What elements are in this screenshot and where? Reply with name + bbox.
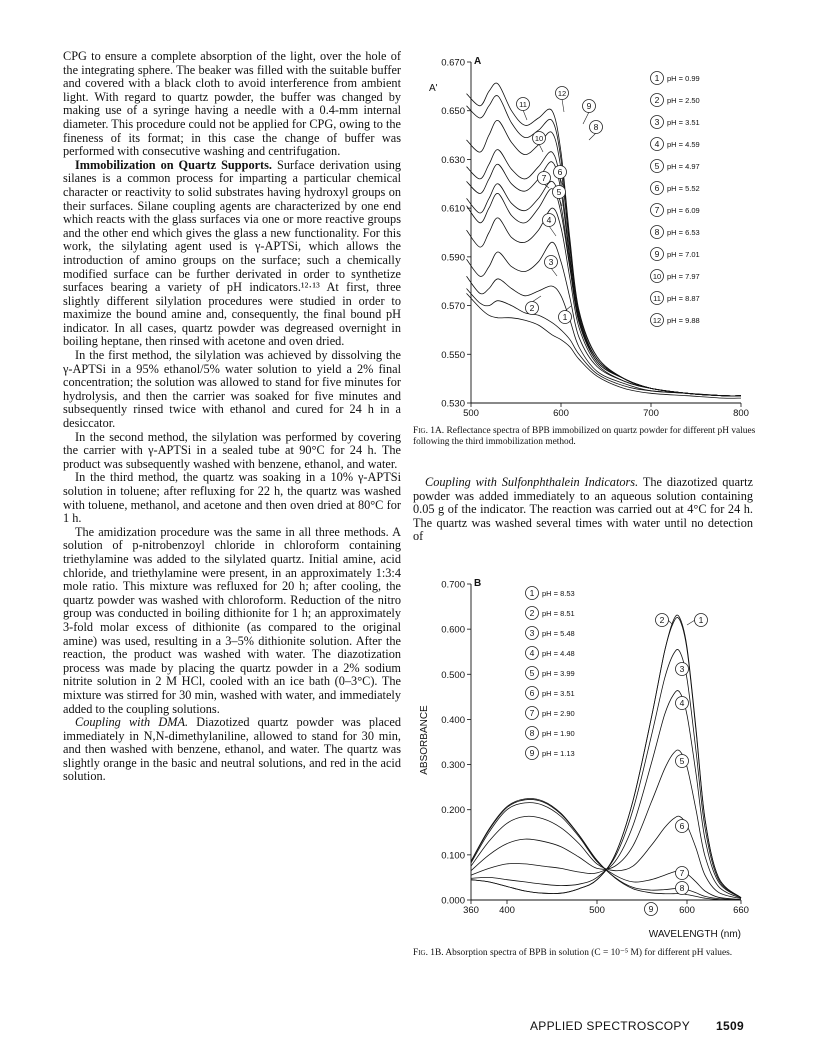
curve-label-leader <box>562 99 564 112</box>
legend-entry: pH = 1.13 <box>542 749 575 758</box>
series-line-6 <box>471 816 741 898</box>
x-tick-label: 800 <box>733 408 749 419</box>
series-line-12 <box>467 83 742 396</box>
paragraph-text: Diazotized quartz powder was placed immediately in N,N-dimethylaniline, allowed to stand for 30 min, and then washed with benzene, ethanol, and water. The quartz was slightly orange in the basic and neutral solutions, and red in the acid solution. <box>63 715 401 784</box>
figure-1a-caption-label: Fig. 1A. <box>413 426 445 436</box>
curve-label-number: 7 <box>541 173 547 183</box>
y-tick-label: 0.400 <box>441 714 465 726</box>
y-tick-label: 0.200 <box>441 805 465 817</box>
legend-marker-number: 6 <box>529 688 535 698</box>
y-tick-label: 0.500 <box>441 669 465 681</box>
curve-label-number: 8 <box>593 122 599 132</box>
curve-label-leader <box>532 296 541 302</box>
legend-entry: pH = 2.90 <box>542 709 575 718</box>
paragraph-text: Surface derivation using silanes is a common process for imparting a particular chemical character or reactivity to solid substrates having hydroxyl groups on their surfaces. Silane coupling agents are characterized by one end which reacts with the glass surfaces via one or more reactive groups and the other end which gives the glass a new functionality. For this work, the silylating agent used is γ-APTSi, which allows the introduction of amino groups on the surface; such a chemically modified surface can be further derivated in order to synthetize surfaces bearing a variety of pH indicators.¹²·¹³ At first, three slightly different silylation procedures were studied in order to maximize the bound amine and, consequently, the final bound pH indicator. In all cases, quartz powder was degreased overnight in boiling heptane, then rinsed with acetone and oven dried. <box>63 157 401 349</box>
legend-entry: pH = 0.99 <box>667 74 700 83</box>
curve-label-number: 9 <box>586 101 592 111</box>
panel-label: B <box>474 578 482 589</box>
curve-label-leader <box>539 144 543 152</box>
y-tick-label: 0.530 <box>441 398 465 410</box>
legend-marker-number: 10 <box>652 272 662 281</box>
y-tick-label: 0.610 <box>441 203 465 215</box>
x-tick-label: 700 <box>643 408 659 419</box>
figure-1b-chart <box>405 570 755 948</box>
legend-marker-number: 3 <box>529 628 535 638</box>
series-line-8 <box>467 150 742 396</box>
paragraph-text: In the first method, the silylation was achieved by dissolving the γ-APTSi in a 95% ethanol/5% water solution to yield a 2% final concentration; the solution was allowed to stand for five minutes for hydrolysis, and then the carrier was soaked for five minutes and subsequently rinsed twice with ethanol and cured for 24 h in a desiccator. <box>63 348 401 431</box>
curve-label-number: 4 <box>546 215 552 225</box>
curve-label-number: 5 <box>679 756 685 766</box>
curve-label-number: 1 <box>562 312 568 322</box>
legend-entry: pH = 2.50 <box>667 96 700 105</box>
curve-label-number: 6 <box>557 167 563 177</box>
y-axis-title: ABSORBANCE <box>419 705 430 775</box>
legend-marker-number: 12 <box>652 316 662 325</box>
figure-1a-caption-text: Reflectance spectra of BPB immobilized on quartz powder for different pH values following the third immobilization method. <box>413 426 756 447</box>
series-line-2 <box>471 617 741 897</box>
paragraph <box>63 50 401 159</box>
x-tick-label: 600 <box>679 905 695 916</box>
curve-label-number: 4 <box>679 698 685 708</box>
series-line-5 <box>471 750 741 898</box>
curve-label-number: 6 <box>679 821 685 831</box>
curve-label-number: 8 <box>679 883 685 893</box>
paragraph <box>63 471 401 525</box>
series-line-7 <box>471 803 741 900</box>
paragraph-text: CPG to ensure a complete absorption of the light, over the hole of the integrating sphere. The beaker was filled with the suitable buffer and covered with a black cloth to avoid interference from ambient light. With regard to quartz powder, the buffer was changed by making use of a syringe having a needle with a 0.4-mm internal diameter. This procedure could not be applied for CPG, owing to the fineness of its format; in this case the change of buffer was performed with consecutive washing and centrifugation. <box>63 49 401 159</box>
panel-label: A <box>474 56 482 67</box>
series-line-10 <box>467 162 742 396</box>
y-tick-label: 0.670 <box>441 57 465 69</box>
page-number: 1509 <box>716 1019 744 1033</box>
series-line-9 <box>471 799 741 900</box>
y-tick-label: 0.300 <box>441 760 465 772</box>
legend-marker-number: 2 <box>529 608 535 618</box>
legend-entry: pH = 6.53 <box>667 228 700 237</box>
legend-entry: pH = 3.51 <box>667 118 700 127</box>
legend-marker-number: 9 <box>529 748 535 758</box>
paragraph <box>63 716 401 784</box>
legend-marker-number: 4 <box>529 648 535 658</box>
legend-entry: pH = 8.51 <box>542 609 575 618</box>
legend-marker-number: 2 <box>654 95 660 105</box>
series-line-4 <box>467 242 742 396</box>
x-tick-label: 360 <box>463 905 479 916</box>
curve-label-leader <box>589 133 596 140</box>
legend-entry: pH = 5.48 <box>542 629 575 638</box>
y-tick-label: 0.630 <box>441 154 465 166</box>
paragraph <box>413 476 753 544</box>
legend-marker-number: 7 <box>529 708 535 718</box>
y-tick-label: 0.600 <box>441 624 465 636</box>
x-axis-title: WAVELENGTH (nm) <box>648 929 741 940</box>
curve-label-number: 11 <box>519 100 527 109</box>
legend-entry: pH = 5.52 <box>667 184 700 193</box>
curve-label-number: 12 <box>557 89 567 98</box>
paragraph <box>63 526 401 716</box>
curve-label-number: 10 <box>534 134 544 143</box>
figure-1b-caption-text: Absorption spectra of BPB in solution (C = 10⁻⁵ M) for different pH values. <box>445 948 733 958</box>
curve-label-number: 3 <box>548 257 554 267</box>
figure-1b-caption <box>413 948 756 959</box>
legend-marker-number: 5 <box>654 161 660 171</box>
curve-label-leader <box>523 110 527 120</box>
legend-marker-number: 4 <box>654 139 660 149</box>
legend-marker-number: 5 <box>529 668 535 678</box>
paragraph-text: The diazotized quartz powder was added immediately to an aqueous solution containing 0.05 g of the indicator. The reaction was carried out at 4°C for 24 h. The quartz was washed several times with water until no detection of <box>413 475 753 544</box>
curve-label-number: 7 <box>679 868 685 878</box>
legend-entry: pH = 8.53 <box>542 589 575 598</box>
paragraph-text: In the third method, the quartz was soaking in a 10% γ-APTSi solution in toluene; after refluxing for 22 h, the quartz was washed with toluene, methanol, and acetone and then oven dried at 80°C for 1 h. <box>63 470 401 526</box>
series-line-1 <box>471 615 741 898</box>
y-tick-label: 0.700 <box>441 579 465 591</box>
legend-marker-number: 6 <box>654 183 660 193</box>
curve-label-number: 2 <box>529 303 535 313</box>
y-tick-label: 0.100 <box>441 850 465 862</box>
journal-name: APPLIED SPECTROSCOPY <box>530 1019 691 1033</box>
curve-label-number: 3 <box>679 664 685 674</box>
curve-label-leader <box>687 620 695 625</box>
legend-marker-number: 8 <box>529 728 535 738</box>
x-tick-label: 400 <box>499 905 515 916</box>
curve-label-number: 2 <box>659 615 665 625</box>
y-tick-label: 0.000 <box>441 895 465 907</box>
curve-label-leader <box>551 268 557 276</box>
legend-entry: pH = 8.87 <box>667 294 700 303</box>
figure-1b-caption-label: Fig. 1B. <box>413 948 444 958</box>
right-column <box>413 476 753 544</box>
paragraph <box>63 349 401 431</box>
x-tick-label: 500 <box>589 905 605 916</box>
series-line-9 <box>467 120 742 395</box>
paragraph-text: The amidization procedure was the same in all three methods. A solution of p-nitrobenzoyl chloride in chloroform containing triethylamine was added to the silylated quartz. Initial amine, acid chloride, and triethylamine were present, in an approximately 1:3:4 mole ratio. This mixture was refluxed for 20 h; after cooling, the quartz powder was washed with chloroform. Reduction of the nitro group was conducted in boiling dithionite for 1 h; an approximately 3-fold molar excess of dithionite (as compared to the original amine) was used, resulting in a 3–5% dithionite solution. After the reaction, the product was washed with water. The diazotization process was made by placing the quartz powder in a 2% sodium nitrite solution in 2 M HCl, cooled with an ice bath (0–3°C). The mixture was stirred for 30 min, washed with water, and immediately added to the coupling solutions. <box>63 524 401 716</box>
figure-1a-chart <box>405 40 755 425</box>
series-line-7 <box>467 181 742 396</box>
y-tick-label: 0.650 <box>441 106 465 118</box>
legend-marker-number: 11 <box>653 294 661 303</box>
legend-marker-number: 8 <box>654 227 660 237</box>
series-line-1 <box>467 293 742 398</box>
y-tick-label: 0.550 <box>441 349 465 361</box>
paragraph <box>63 431 401 472</box>
legend-entry: pH = 1.90 <box>542 729 575 738</box>
x-tick-label: 600 <box>553 408 569 419</box>
legend-entry: pH = 7.01 <box>667 250 700 259</box>
y-tick-label: 0.570 <box>441 301 465 313</box>
curve-label-number: 9 <box>648 904 654 914</box>
curve-label-number: 1 <box>698 615 704 625</box>
x-tick-label: 500 <box>463 408 479 419</box>
paragraph-heading: Coupling with DMA. <box>75 715 189 730</box>
legend-marker-number: 1 <box>529 588 535 598</box>
legend-marker-number: 1 <box>654 73 660 83</box>
page-footer <box>530 1019 744 1033</box>
x-tick-label: 660 <box>733 905 749 916</box>
series-line-8 <box>471 799 741 900</box>
legend-entry: pH = 4.48 <box>542 649 575 658</box>
legend-marker-number: 9 <box>654 249 660 259</box>
paragraph-text: In the second method, the silylation was performed by covering the carrier with γ-APTSi in a sealed tube at 90°C for 24 h. The product was subsequently washed with benzene, ethanol, and water. <box>63 429 401 471</box>
legend-entry: pH = 4.97 <box>667 162 700 171</box>
legend-entry: pH = 6.09 <box>667 206 700 215</box>
legend-entry: pH = 9.88 <box>667 316 700 325</box>
legend-marker-number: 3 <box>654 117 660 127</box>
legend-marker-number: 7 <box>654 205 660 215</box>
legend-entry: pH = 7.97 <box>667 272 700 281</box>
curve-label-number: 5 <box>556 187 562 197</box>
curve-label-leader <box>549 226 556 236</box>
series-line-11 <box>467 96 742 396</box>
legend-entry: pH = 3.99 <box>542 669 575 678</box>
curve-label-leader <box>583 112 589 124</box>
legend-entry: pH = 4.59 <box>667 140 700 149</box>
paragraph <box>63 159 401 349</box>
figure-1a-caption <box>413 426 756 448</box>
y-tick-label: 0.590 <box>441 252 465 264</box>
paragraph-heading: Immobilization on Quartz Supports. <box>75 157 273 172</box>
y-axis-title: A' <box>429 83 438 94</box>
left-column <box>63 50 401 784</box>
paragraph-heading: Coupling with Sulfonphthalein Indicators. <box>425 475 639 489</box>
legend-entry: pH = 3.51 <box>542 689 575 698</box>
